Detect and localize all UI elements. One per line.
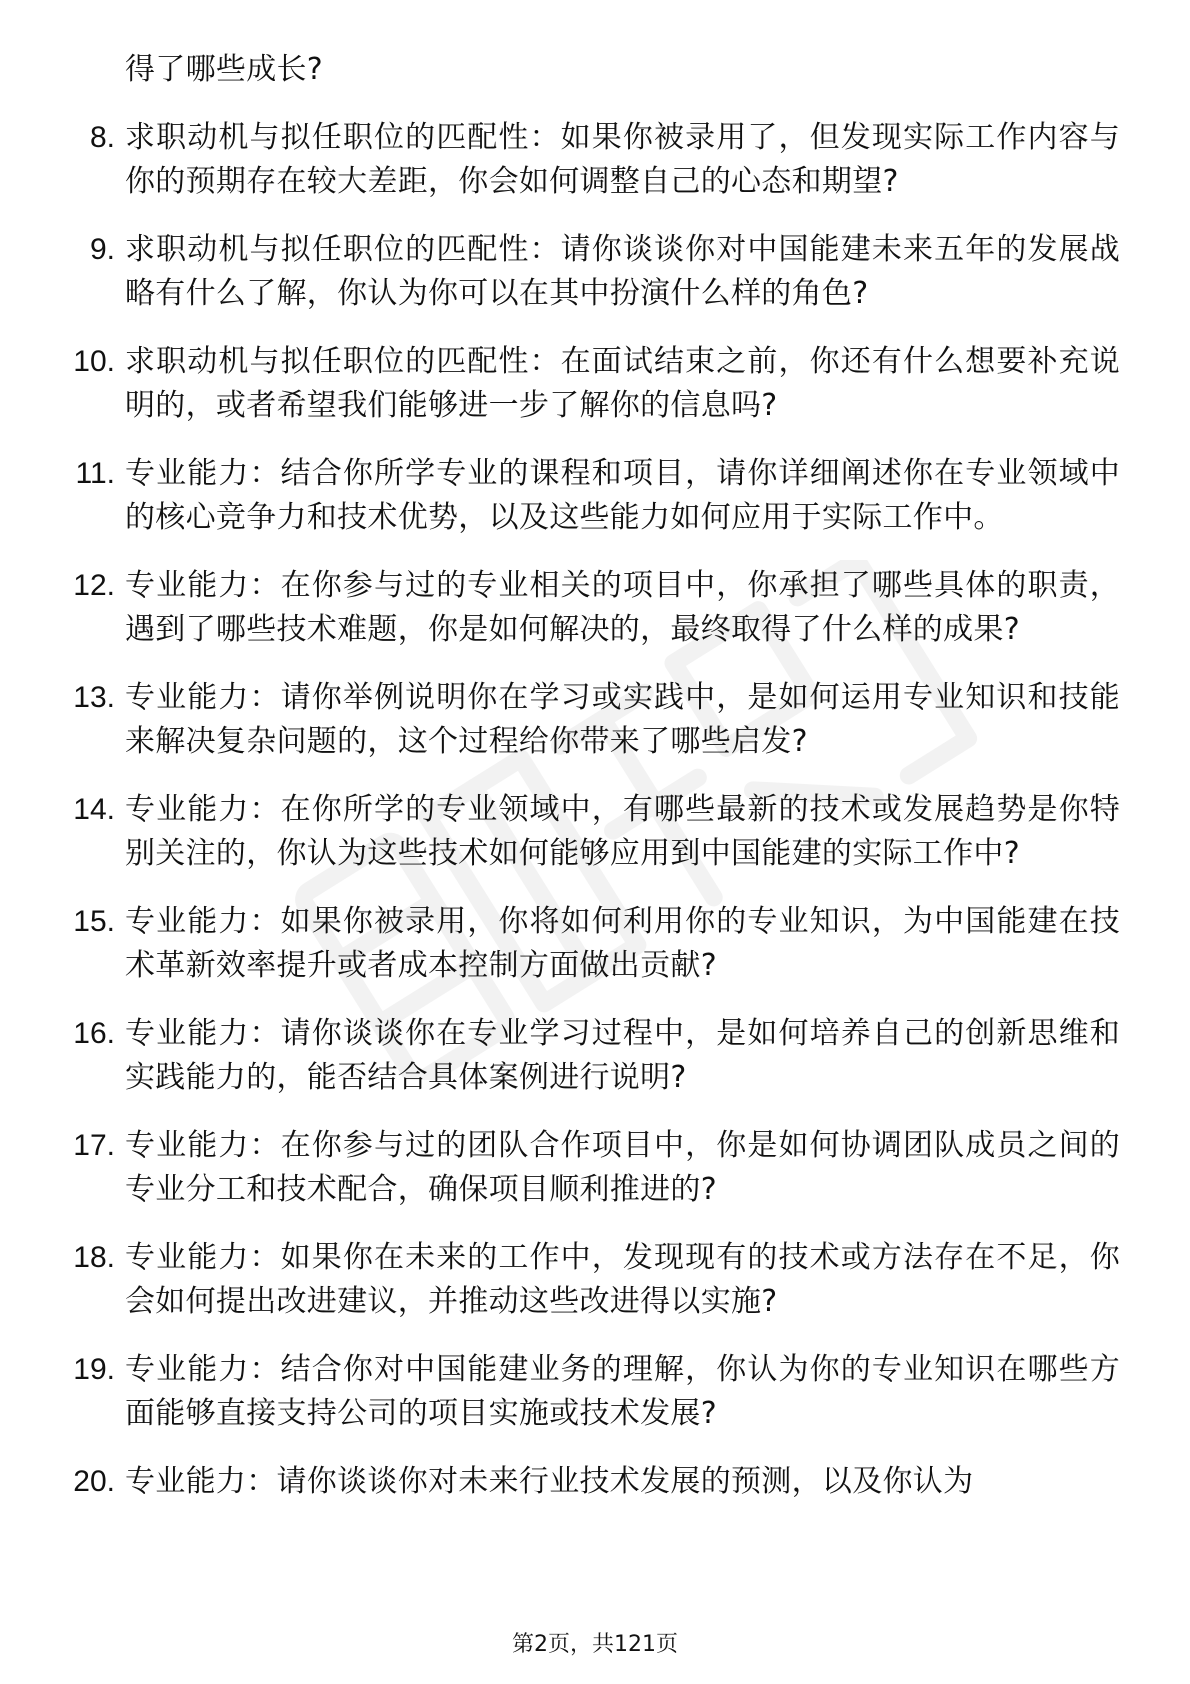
item-number: 19. [73, 1353, 115, 1386]
list-item [70, 1460, 1120, 1504]
item-text: 专业能力：在你参与过的专业相关的项目中，你承担了哪些具体的职责，遇到了哪些技术难题，你是如何解决的，最终取得了什么样的成果? [125, 568, 1120, 647]
item-number: 8. [89, 121, 115, 154]
item-number: 16. [73, 1017, 115, 1050]
item-text: 专业能力：请你举例说明你在学习或实践中，是如何运用专业知识和技能来解决复杂问题的，这个过程给你带来了哪些启发? [125, 680, 1120, 759]
item-text: 求职动机与拟任职位的匹配性：如果你被录用了，但发现实际工作内容与你的预期存在较大差距，你会如何调整自己的心态和期望? [125, 120, 1120, 199]
list-item [70, 788, 1120, 876]
item-number: 18. [73, 1241, 115, 1274]
item-number: 10. [73, 345, 115, 378]
question-list [70, 48, 1120, 1528]
continuation-text: 得了哪些成长? [125, 52, 324, 87]
list-item [70, 1348, 1120, 1436]
list-item [70, 564, 1120, 652]
list-item [70, 340, 1120, 428]
item-text: 专业能力：请你谈谈你对未来行业技术发展的预测，以及你认为 [125, 1464, 974, 1499]
item-number: 14. [73, 793, 115, 826]
item-text: 专业能力：请你谈谈你在专业学习过程中，是如何培养自己的创新思维和实践能力的，能否结合具体案例进行说明? [125, 1016, 1120, 1095]
item-text: 专业能力：如果你被录用，你将如何利用你的专业知识，为中国能建在技术革新效率提升或者成本控制方面做出贡献? [125, 904, 1120, 983]
list-item [70, 676, 1120, 764]
item-number: 15. [73, 905, 115, 938]
item-number: 12. [73, 569, 115, 602]
list-item [70, 1012, 1120, 1100]
list-item [70, 900, 1120, 988]
item-number: 17. [73, 1129, 115, 1162]
list-item [70, 116, 1120, 204]
item-text: 专业能力：结合你所学专业的课程和项目，请你详细阐述你在专业领域中的核心竞争力和技术优势，以及这些能力如何应用于实际工作中。 [125, 456, 1120, 535]
item-text: 专业能力：结合你对中国能建业务的理解，你认为你的专业知识在哪些方面能够直接支持公司的项目实施或技术发展? [125, 1352, 1120, 1431]
list-item [70, 1236, 1120, 1324]
item-text: 专业能力：在你参与过的团队合作项目中，你是如何协调团队成员之间的专业分工和技术配合，确保项目顺利推进的? [125, 1128, 1120, 1207]
list-item [70, 228, 1120, 316]
item-number: 11. [75, 457, 115, 490]
item-number: 9. [89, 233, 115, 266]
item-number: 20. [73, 1465, 115, 1498]
list-item [70, 1124, 1120, 1212]
list-item [70, 452, 1120, 540]
page-footer: 第2页，共121页 [512, 1632, 678, 1657]
item-text: 求职动机与拟任职位的匹配性：在面试结束之前，你还有什么想要补充说明的，或者希望我们能够进一步了解你的信息吗? [125, 344, 1120, 423]
item-text: 专业能力：在你所学的专业领域中，有哪些最新的技术或发展趋势是你特别关注的，你认为这些技术如何能够应用到中国能建的实际工作中? [125, 792, 1120, 871]
item-text: 求职动机与拟任职位的匹配性：请你谈谈你对中国能建未来五年的发展战略有什么了解，你认为你可以在其中扮演什么样的角色? [125, 232, 1120, 311]
item-number: 13. [73, 681, 115, 714]
item-text: 专业能力：如果你在未来的工作中，发现现有的技术或方法存在不足，你会如何提出改进建议，并推动这些改进得以实施? [125, 1240, 1120, 1319]
